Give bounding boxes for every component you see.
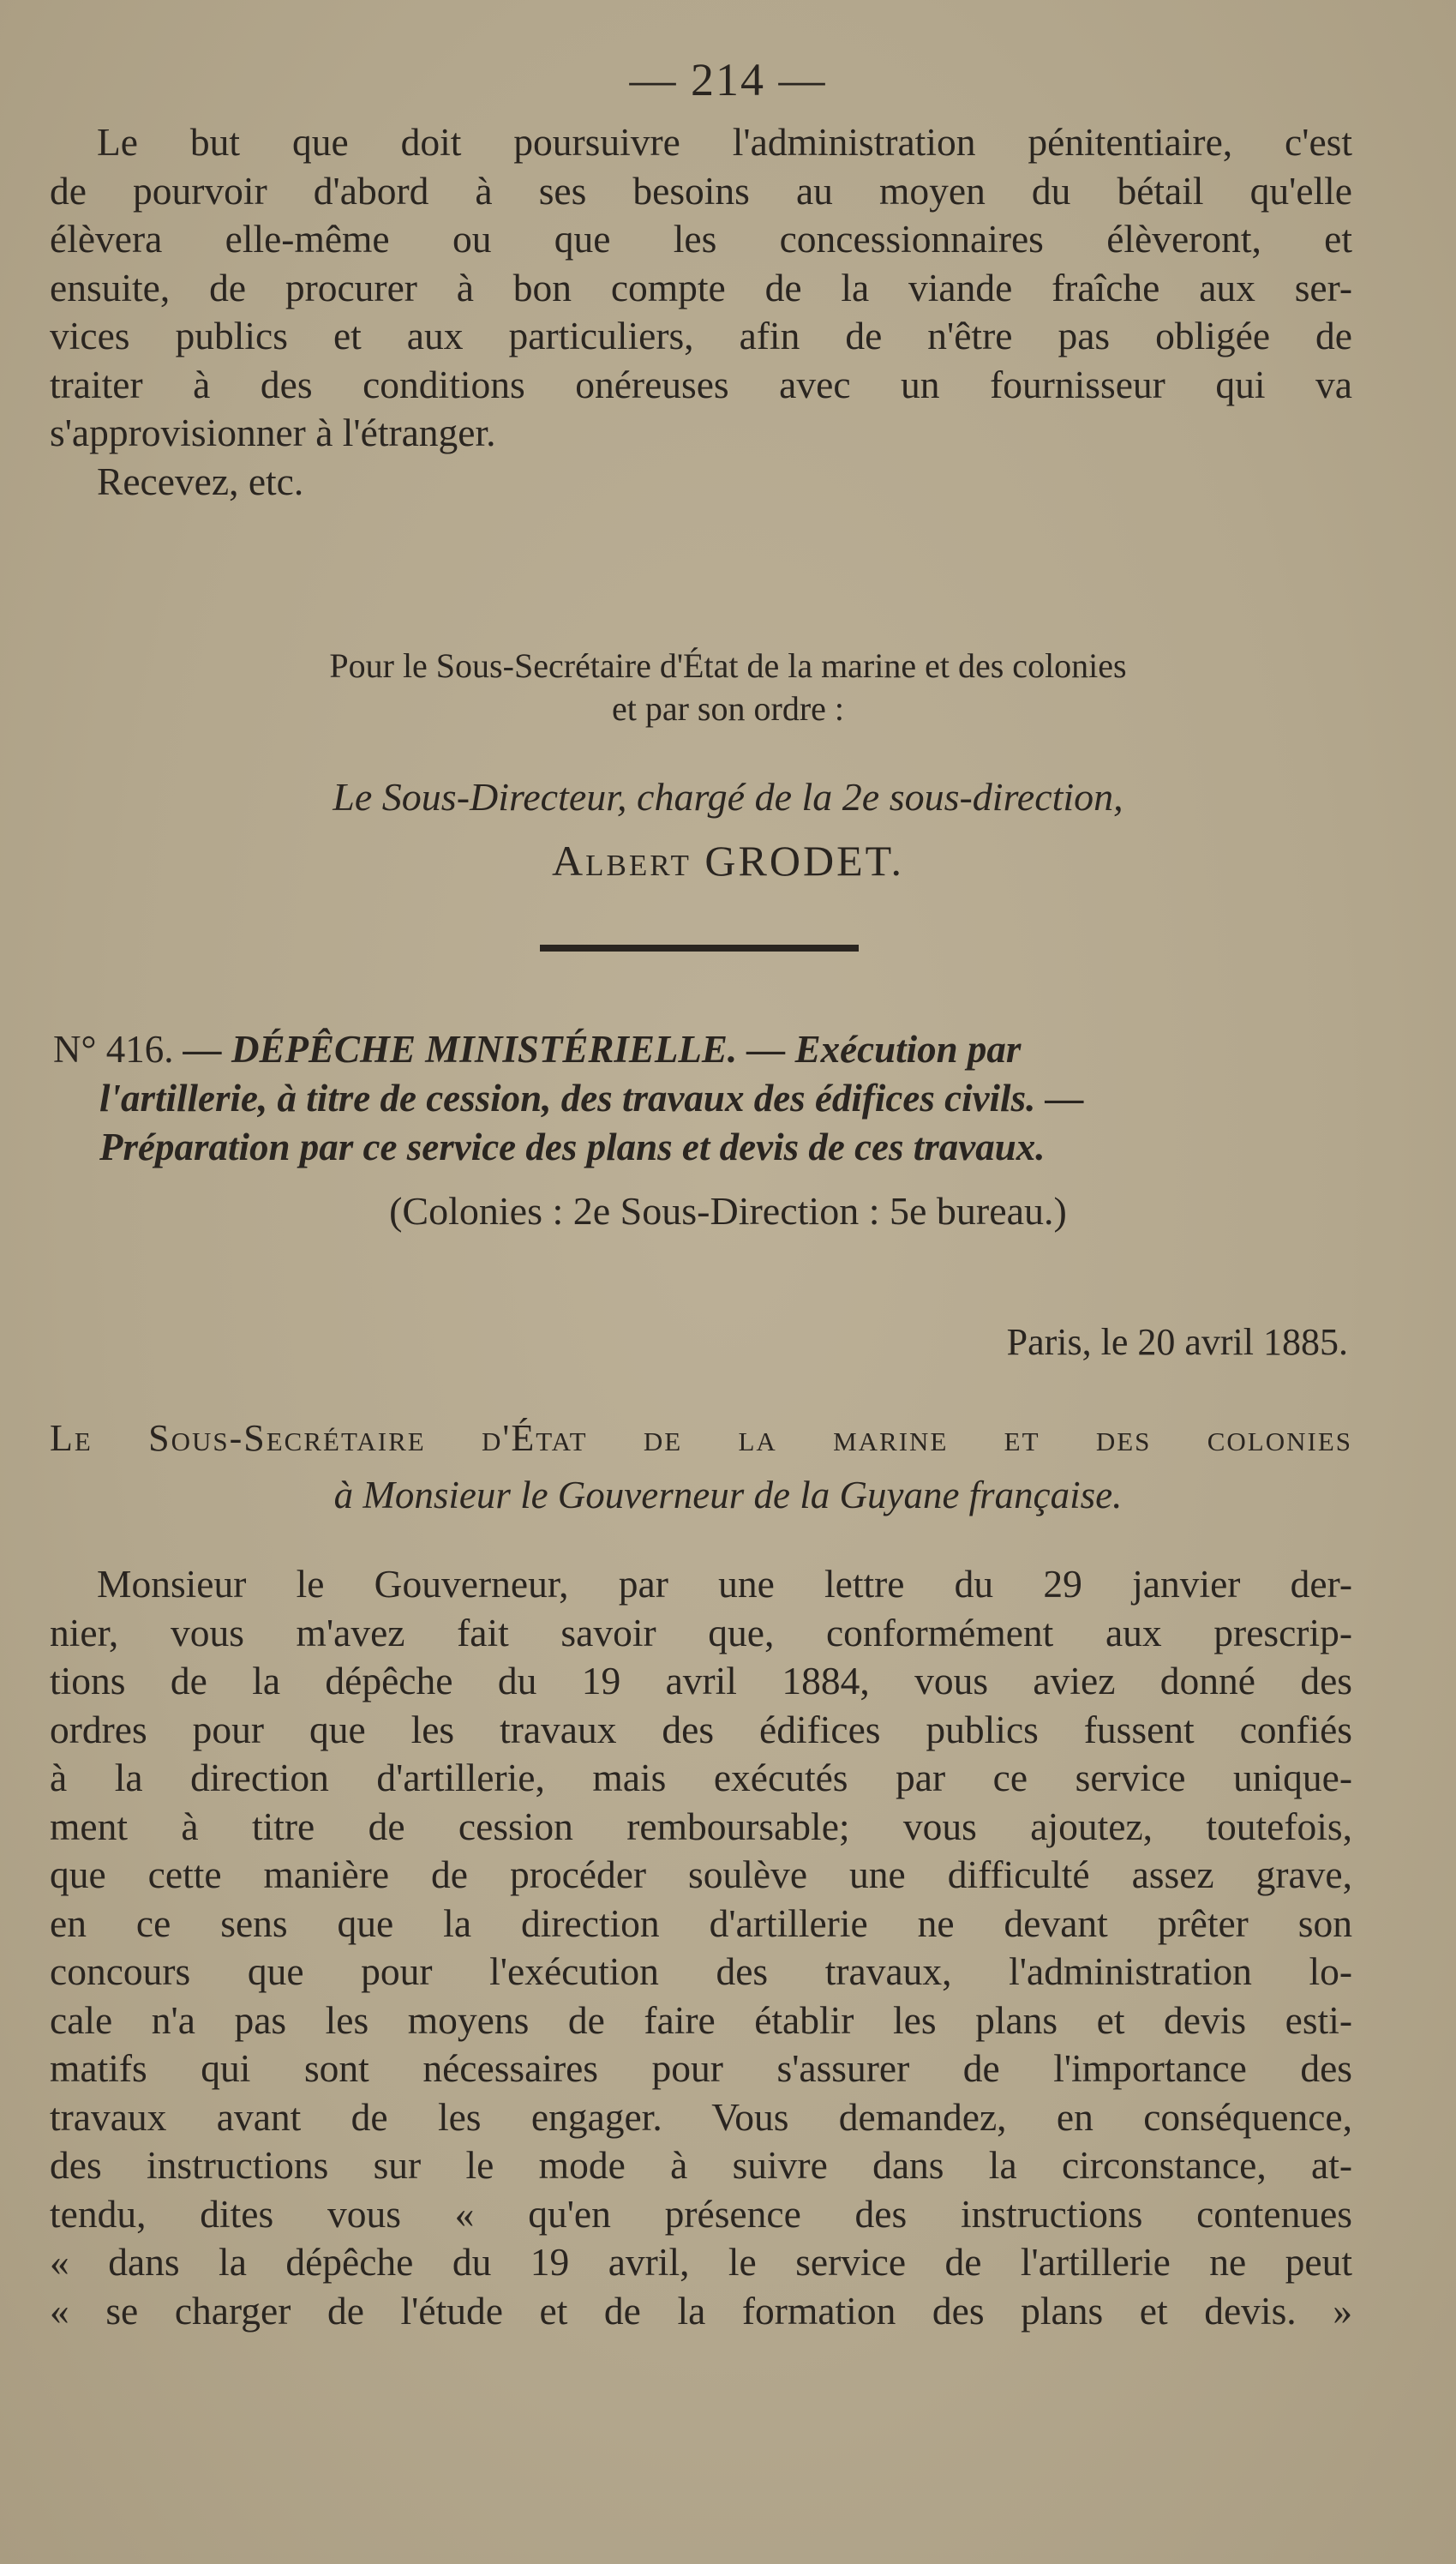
dispatch-number: N° 416. <box>53 1028 174 1071</box>
dispatch-heading-line-3: Préparation par ce service des plans et devis de ces travaux. <box>99 1126 1046 1168</box>
body-line: « dans la dépêche du 19 avril, le service de l'artillerie ne peut <box>50 2240 1352 2284</box>
signature-last-name: GRODET. <box>704 837 904 885</box>
body-line: Monsieur le Gouverneur, par une lettre du 29 janvier der- <box>97 1562 1352 1606</box>
signature-line-2: et par son ordre : <box>611 689 844 728</box>
intro-line: vices publics et aux particuliers, afin de n'être pas obligée de <box>50 314 1352 357</box>
body-line: en ce sens que la direction d'artillerie ne devant prêter son <box>50 1900 1352 1945</box>
intro-line: de pourvoir d'abord à ses besoins au moyen du bétail qu'elle <box>50 168 1352 213</box>
body-line: cale n'a pas les moyens de faire établir les plans et devis esti- <box>50 1997 1352 2042</box>
dispatch-heading-line-1 <box>53 1025 1356 1074</box>
recipient-line: à Monsieur le Gouverneur de la Guyane française. <box>333 1474 1123 1516</box>
body-line: que cette manière de procéder soulève une difficulté assez grave, <box>50 1852 1352 1896</box>
sender-line: Le Sous-Secrétaire d'État de la marine et des colonies <box>50 1417 1352 1459</box>
body-paragraph <box>50 1560 1352 2335</box>
dispatch-title: — DÉPÊCHE MINISTÉRIELLE. — Exécution par <box>183 1028 1022 1071</box>
intro-line: Le but que doit poursuivre l'administration pénitentiaire, c'est <box>97 120 1352 164</box>
body-line: des instructions sur le mode à suivre dans la circonstance, at- <box>50 2143 1352 2187</box>
dispatch-heading-line-2: l'artillerie, à titre de cession, des travaux des édifices civils. — <box>99 1077 1084 1120</box>
body-line: tions de la dépêche du 19 avril 1884, vous aviez donné des <box>50 1659 1352 1702</box>
dispatch-heading <box>53 1025 1356 1172</box>
section-divider <box>540 945 859 952</box>
dispatch-date: Paris, le 20 avril 1885. <box>1006 1321 1348 1363</box>
intro-line: traiter à des conditions onéreuses avec un fournisseur qui va <box>50 362 1352 406</box>
body-line: matifs qui sont nécessaires pour s'assurer de l'importance des <box>50 2046 1352 2090</box>
body-line: concours que pour l'exécution des travaux, l'administration lo- <box>50 1949 1352 1993</box>
body-line: à la direction d'artillerie, mais exécutés par ce service unique- <box>50 1756 1352 1799</box>
body-line: nier, vous m'avez fait savoir que, conformément aux prescrip- <box>50 1610 1352 1654</box>
intro-line: élèvera elle-même ou que les concessionnaires élèveront, et <box>50 217 1352 261</box>
body-line: ment à titre de cession remboursable; vous ajoutez, toutefois, <box>50 1804 1352 1848</box>
bureau-reference: (Colonies : 2e Sous-Direction : 5e bureau.) <box>389 1189 1067 1233</box>
intro-paragraph <box>50 118 1352 506</box>
intro-line: s'approvisionner à l'étranger. <box>50 411 496 454</box>
body-line: travaux avant de les engager. Vous demandez, en conséquence, <box>50 2094 1352 2139</box>
signature-line-1: Pour le Sous-Secrétaire d'État de la marine et des colonies <box>329 646 1127 685</box>
signature-first-name: Albert <box>552 837 692 885</box>
page-number: — 214 — <box>629 54 827 105</box>
signature-name <box>0 836 1456 886</box>
body-line: « se charger de l'étude et de la formation des plans et devis. » <box>50 2288 1352 2333</box>
signature-title: Le Sous-Directeur, chargé de la 2e sous-direction, <box>333 775 1123 819</box>
signature-preamble <box>0 645 1456 730</box>
closing-formula: Recevez, etc. <box>97 459 304 503</box>
intro-line: ensuite, de procurer à bon compte de la viande fraîche aux ser- <box>50 265 1352 309</box>
body-line: tendu, dites vous « qu'en présence des instructions contenues <box>50 2191 1352 2236</box>
body-line: ordres pour que les travaux des édifices publics fussent confiés <box>50 1707 1352 1751</box>
